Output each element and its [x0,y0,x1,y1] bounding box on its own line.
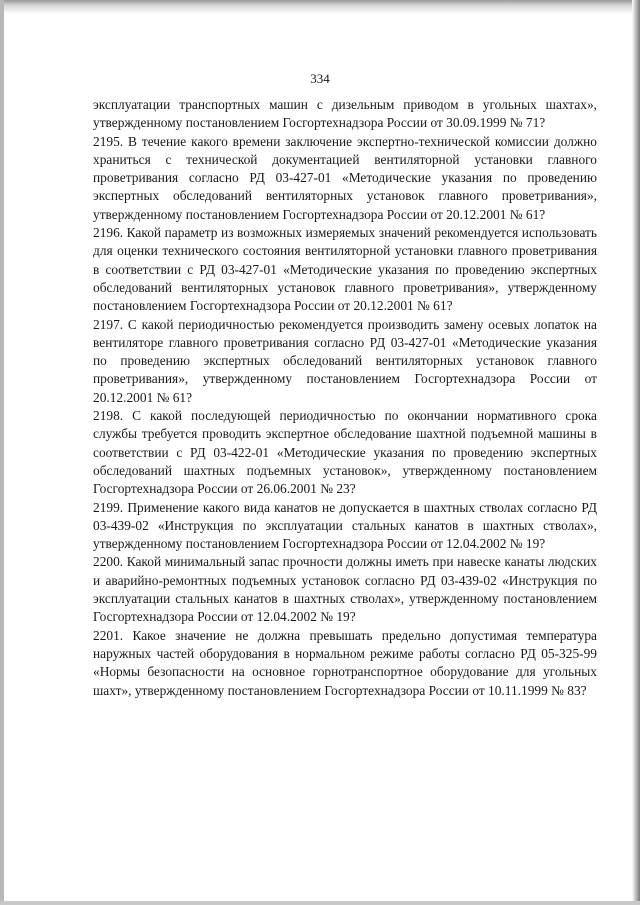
scan-edge-top [0,0,640,14]
question-2197: 2197. С какой периодичностью рекомендуется производить замену осевых лопаток на вентиляторе главного проветривания согласно РД 03-427-01 «Методические указания по проведению экспертных обследований вентиляторных установок главного проветривания», утвержденному постановлением Госгортехнадзора России от 20.12.2001 № 61? [93,316,597,405]
question-2200: 2200. Какой минимальный запас прочности должны иметь при навеске канаты людских и аварийно-ремонтных подъемных установок согласно РД 03-439-02 «Инструкция по эксплуатации стальных канатов в шахтных стволах», утвержденному постановлением Госгортехнадзора России от 12.04.2002 № 19? [93,554,597,625]
scan-edge-left [0,0,4,905]
question-2196: 2196. Какой параметр из возможных измеряемых значений рекомендуется использовать для оценки технического состояния вентиляторной установки главного проветривания в соответствии с РД 03-427-01 «Методические указания по проведению экспертных обследований вентиляторных установок главного проветривания», утвержденному постановлением Госгортехнадзора России от 20.12.2001 № 61? [93,225,597,314]
paragraph-continuation: эксплуатации транспортных машин с дизельным приводом в угольных шахтах», утвержденному постановлением Госгортехнадзора России от 30.09.1999 № 71? [93,97,597,131]
page-number: 334 [310,71,330,86]
question-2198: 2198. С какой последующей периодичностью по окончании нормативного срока службы требуется проводить экспертное обследование шахтной подъемной машины в соответствии с РД 03-422-01 «Методические указания по проведению экспертных обследований шахтных подъемных установок», утвержденному постановлением Госгортехнадзора России от 26.06.2001 № 23? [93,408,597,497]
question-2199: 2199. Применение какого вида канатов не допускается в шахтных стволах согласно РД 03-439-02 «Инструкция по эксплуатации стальных канатов в шахтных стволах», утвержденному постановлением Госгортехнадзора России от 12.04.2002 № 19? [93,499,597,552]
question-2201: 2201. Какое значение не должна превышать предельно допустимая температура наружных частей оборудования в нормальном режиме работы согласно РД 05-325-99 «Нормы безопасности на основное горнотранспортное оборудование для угольных шахт», утвержденному постановлением Госгортехнадзора России от 10.11.1999 № 83? [93,627,597,698]
scan-edge-bottom [0,901,640,905]
scan-edge-right [632,0,640,905]
question-2195: 2195. В течение какого времени заключение экспертно-технической комиссии должно храниться с технической документацией вентиляторной установки главного проветривания согласно РД 03-427-01 «Методические указания по проведению экспертных обследований вентиляторных установок главного проветривания», утвержденному постановлением Госгортехнадзора России от 20.12.2001 № 61? [93,133,597,222]
document-body [93,96,597,700]
